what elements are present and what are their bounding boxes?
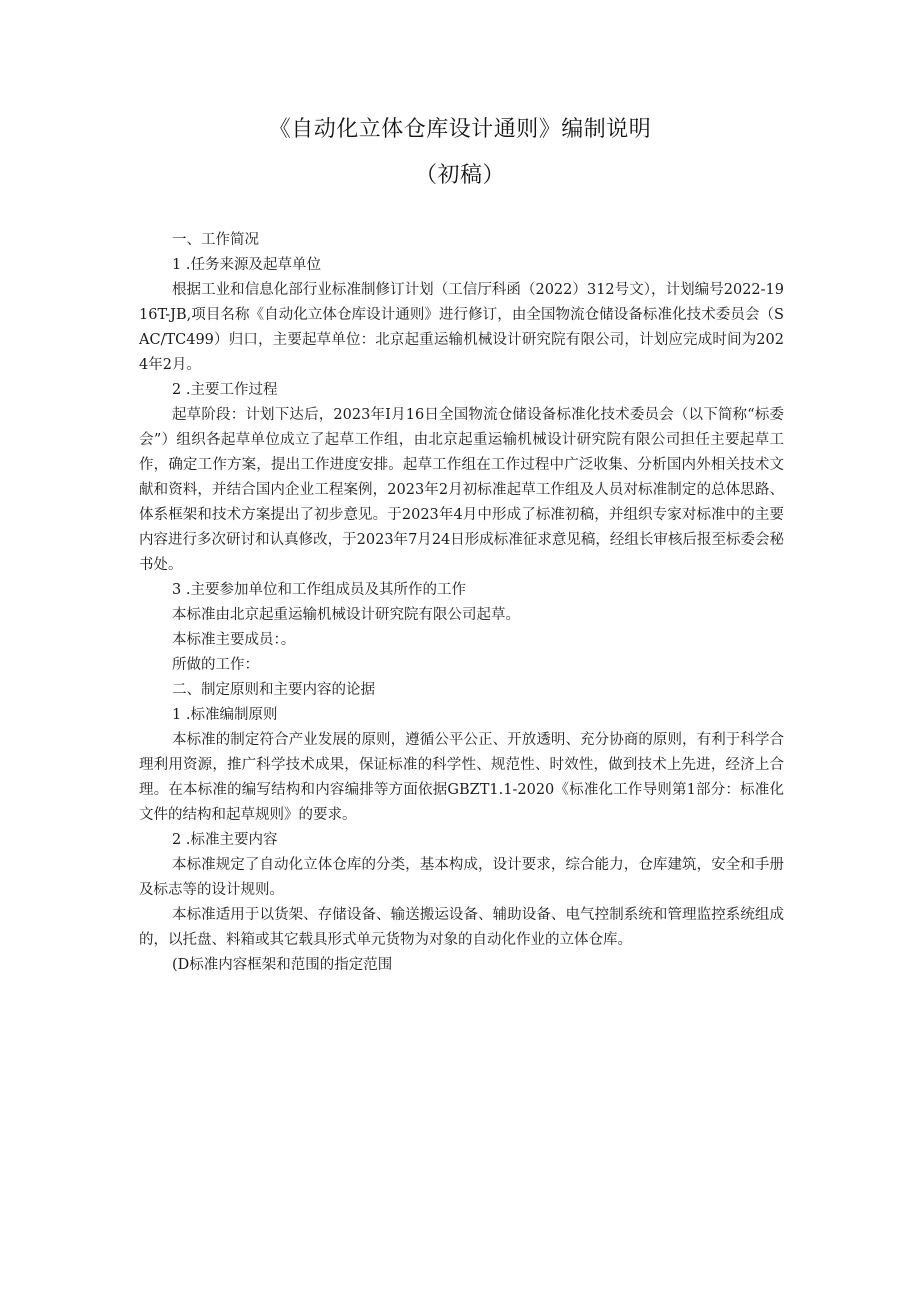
section-heading-work-overview: 一、工作简况 (172, 232, 259, 248)
paragraph-compilation-principles: 本标准的制定符合产业发展的原则，遵循公平公正、开放透明、充分协商的原则，有利于科学合理利用资源，推广科学技术成果，保证标准的科学性、规范性、时效性，做到技术上先进，经济上合理。在本标准的编写结构和内容编排等方面依据GBZT1.1-2020《标准化工作导则第1部分：标准化文件的结构和起草规则》的要求。 (139, 732, 784, 823)
subsection-heading-compilation-principles: 1 .标准编制原则 (172, 707, 278, 723)
section-heading-principles: 二、制定原则和主要内容的论据 (172, 682, 375, 698)
paragraph-main-members: 本标准主要成员：。 (172, 632, 296, 648)
paragraph-task-source: 根据工业和信息化部行业标准制修订计划（工信厅科函（2022）312号文），计划编号2022-1916T-JB,项目名称《自动化立体仓库设计通则》进行修订，由全国物流仓储设备标准化技术委员会（SAC/TC499）归口，主要起草单位：北京起重运输机械设计研究院有限公司，计划应完成时间为2024年2月。 (139, 282, 784, 373)
subsection-heading-work-process: 2 .主要工作过程 (172, 382, 278, 398)
subsection-heading-task-source: 1 .任务来源及起草单位 (172, 257, 321, 273)
document-body (139, 228, 784, 978)
paragraph-main-content-scope: 本标准规定了自动化立体仓库的分类，基本构成，设计要求，综合能力，仓库建筑，安全和手册及标志等的设计规则。 (139, 857, 784, 898)
paragraph-main-content-applicability: 本标准适用于以货架、存储设备、输送搬运设备、辅助设备、电气控制系统和管理监控系统组成的，以托盘、料箱或其它载具形式单元货物为对象的自动化作业的立体仓库。 (139, 907, 784, 948)
paragraph-drafting-unit: 本标准由北京起重运输机械设计研究院有限公司起草。 (172, 607, 520, 623)
subsection-heading-main-content: 2 .标准主要内容 (172, 832, 278, 848)
document-title: 《自动化立体仓库设计通则》编制说明 (268, 117, 652, 142)
document-subtitle: （初稿） (414, 163, 505, 188)
paragraph-work-done: 所做的工作： (172, 657, 259, 673)
paragraph-work-process: 起草阶段：计划下达后，2023年I月16日全国物流仓储设备标准化技术委员会（以下简称“标委会”）组织各起草单位成立了起草工作组，由北京起重运输机械设计研究院有限公司担任主要起草工作，确定工作方案，提出工作进度安排。起草工作组在工作过程中广泛收集、分析国内外相关技术文献和资料，并结合国内企业工程案例，2023年2月初标准起草工作组及人员对标准制定的总体思路、体系框架和技术方案提出了初步意见。于2023年4月中形成了标准初稿，并组织专家对标准中的主要内容进行多次研讨和认真修改，于2023年7月24日形成标准征求意见稿，经组长审核后报至标委会秘书处。 (139, 407, 784, 573)
subsection-heading-participants: 3 .主要参加单位和工作组成员及其所作的工作 (172, 582, 466, 598)
list-item-content-framework: (D标准内容框架和范围的指定范围 (172, 957, 393, 973)
